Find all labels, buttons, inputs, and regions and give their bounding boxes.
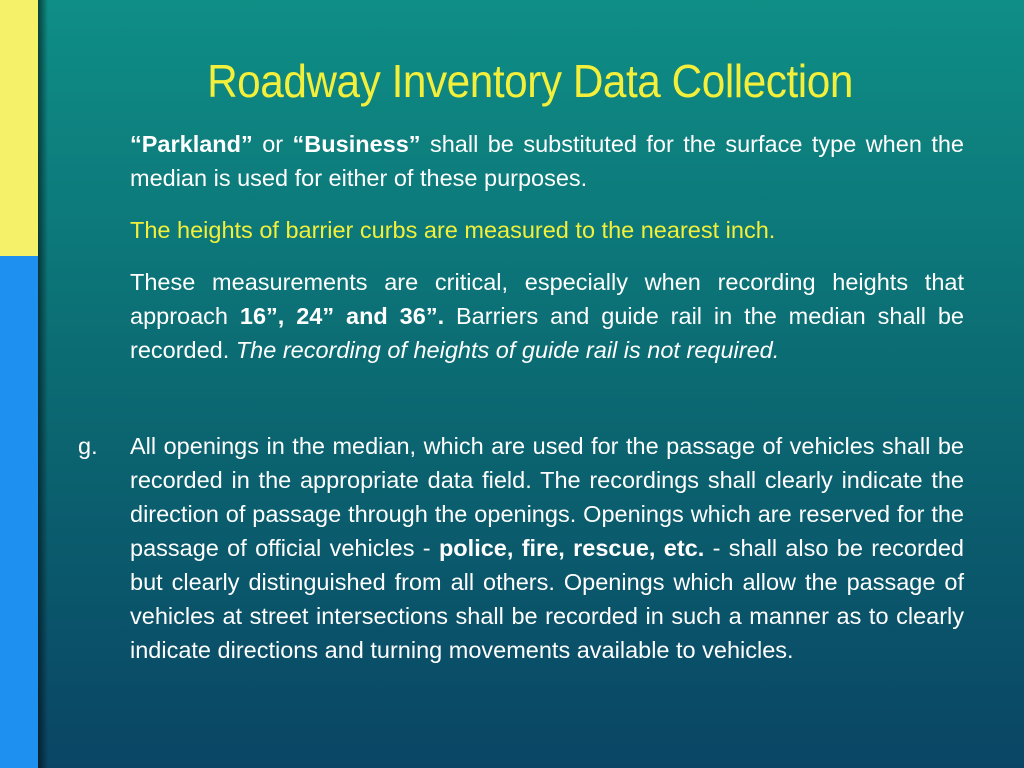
paragraph-surface-type-or: or	[252, 131, 293, 157]
list-item-g	[78, 429, 964, 667]
paragraph-measurements-middle: Barriers and guide rail in the median shall be recorded.	[130, 303, 965, 363]
paragraph-surface-type	[130, 127, 964, 195]
official-vehicle-examples: police, fire, rescue, etc.	[438, 535, 705, 561]
guide-rail-note: The recording of heights of guide rail is not required.	[235, 337, 780, 363]
term-parkland: “Parkland”	[130, 131, 253, 157]
term-business: “Business”	[292, 131, 421, 157]
slide-title: Roadway Inventory Data Collection	[207, 55, 853, 107]
height-values: 16”, 24” and 36”.	[239, 303, 445, 329]
paragraph-barrier-curbs: The heights of barrier curbs are measured to the nearest inch.	[130, 217, 776, 243]
accent-bar-shadow	[38, 0, 48, 768]
accent-bar-blue	[0, 256, 38, 768]
list-item-g-text	[130, 429, 964, 667]
list-item-g-end: - shall also be recorded but clearly distinguished from all others. Openings which allow the passage of vehicles at street intersections shall be recorded in such a manner as to clearly indicate directions and turning movements available to vehicles.	[130, 535, 964, 663]
paragraph-surface-type-text: shall be substituted for the surface type when the median is used for either of these purposes.	[130, 131, 964, 191]
paragraph-measurements	[130, 265, 964, 367]
slide-body	[130, 127, 964, 367]
list-marker-g: g.	[78, 433, 98, 459]
accent-bar-yellow	[0, 0, 38, 256]
list-item-g-start: All openings in the median, which are used for the passage of vehicles shall be recorded in the appropriate data field. The recordings shall clearly indicate the direction of passage through the openings. Openings which are reserved for the passage of official vehicles -	[130, 433, 964, 561]
paragraph-measurements-start: These measurements are critical, especially when recording heights that approach	[130, 269, 964, 329]
